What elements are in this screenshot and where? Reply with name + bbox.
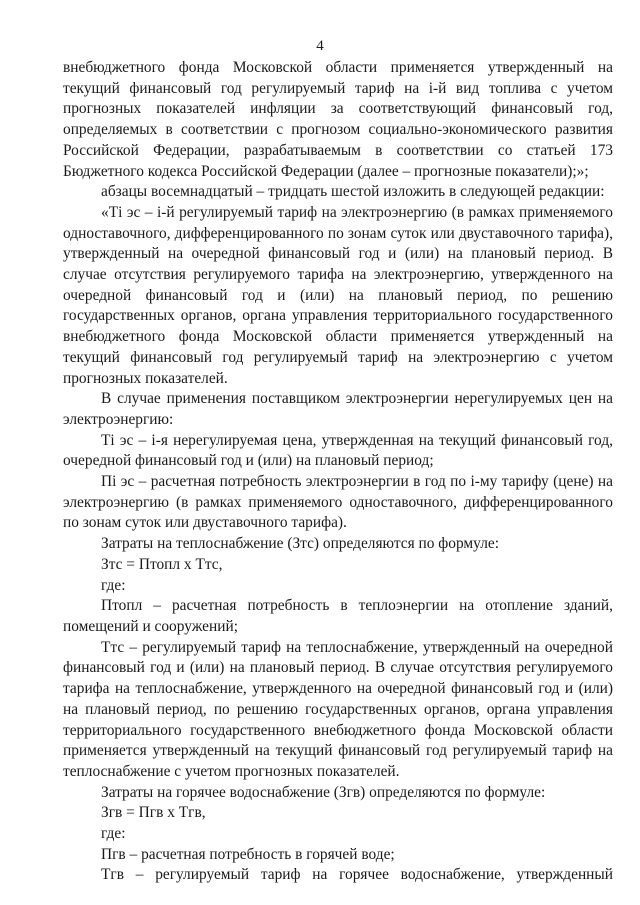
paragraph-heat-demand: Птопл – расчетная потребность в теплоэнергии на отопление зданий, помещений и сооружений;	[63, 597, 613, 635]
paragraph-hot-water-demand: Пгв – расчетная потребность в горячей воде;	[101, 845, 395, 863]
paragraph-hot-water-costs-intro: Затраты на горячее водоснабжение (Згв) определяются по формуле:	[101, 783, 546, 801]
where-label: где:	[101, 825, 126, 843]
paragraph-hot-water-tariff: Тгв – регулируемый тариф на горячее водоснабжение, утвержденный	[101, 866, 613, 884]
document-body	[63, 58, 613, 886]
page-number: 4	[316, 38, 324, 54]
paragraph-heating-tariff: Ттс – регулируемый тариф на теплоснабжение, утвержденный на очередной финансовый год и (или) на плановый период. В случае отсутствия регулируемого тарифа на теплоснабжение, утвержденного на очередной финансовый год и (или) на плановый период, по решению государственных органов, органа управления территориального государственного внебюджетного фонда Московской области применяется утвержденный на текущий финансовый год регулируемый тариф на теплоснабжение с учетом прогнозных показателей.	[63, 638, 613, 780]
where-label: где:	[101, 576, 126, 594]
paragraph-electricity-tariff: «Тi эс – i-й регулируемый тариф на электроэнергию (в рамках применяемого одноставочного, дифференцированного по зонам суток или двуставочного тарифа), утвержденный на очередной финансовый год и (или) на плановый период. В случае отсутствия регулируемого тарифа на электроэнергию, утвержденного на очередной финансовый год и (или) на плановый период, по решению государственных органов, органа управления территориального государственного внебюджетного фонда Московской области применяется утвержденный на текущий финансовый год регулируемый тариф на электроэнергию с учетом прогнозных показателей.	[63, 203, 613, 387]
formula-hot-water: Згв = Пгв х Тгв,	[101, 804, 206, 822]
paragraph-heating-costs-intro: Затраты на теплоснабжение (Зтс) определяются по формуле:	[101, 535, 499, 553]
paragraph-fund-continuation: внебюджетного фонда Московской области применяется утвержденный на текущий финансовый год регулируемый тариф на i-й вид топлива с учетом прогнозных показателей инфляции за соответствующий финансовый год, определяемых в соответствии с прогнозом социально-экономического развития Российской Федерации, разрабатываемым в соответствии со статьей 173 Бюджетного кодекса Российской Федерации (далее – прогнозные показатели);»;	[63, 59, 613, 180]
paragraph-electricity-demand: Пi эс – расчетная потребность электроэнергии в год по i-му тарифу (цене) на электроэнергию (в рамках применяемого одноставочного, дифференцированного по зонам суток или двуставочного тарифа).	[63, 473, 613, 532]
paragraph-amendment-intro: абзацы восемнадцатый – тридцать шестой изложить в следующей редакции:	[101, 183, 605, 201]
paragraph-unregulated-price-definition: Тi эс – i-я нерегулируемая цена, утвержденная на текущий финансовый год, очередной финансовый год и (или) на плановый период;	[63, 431, 613, 470]
formula-heating: Зтс = Птопл х Ттс,	[101, 555, 223, 573]
paragraph-unregulated-prices: В случае применения поставщиком электроэнергии нерегулируемых цен на электроэнергию:	[63, 390, 613, 428]
